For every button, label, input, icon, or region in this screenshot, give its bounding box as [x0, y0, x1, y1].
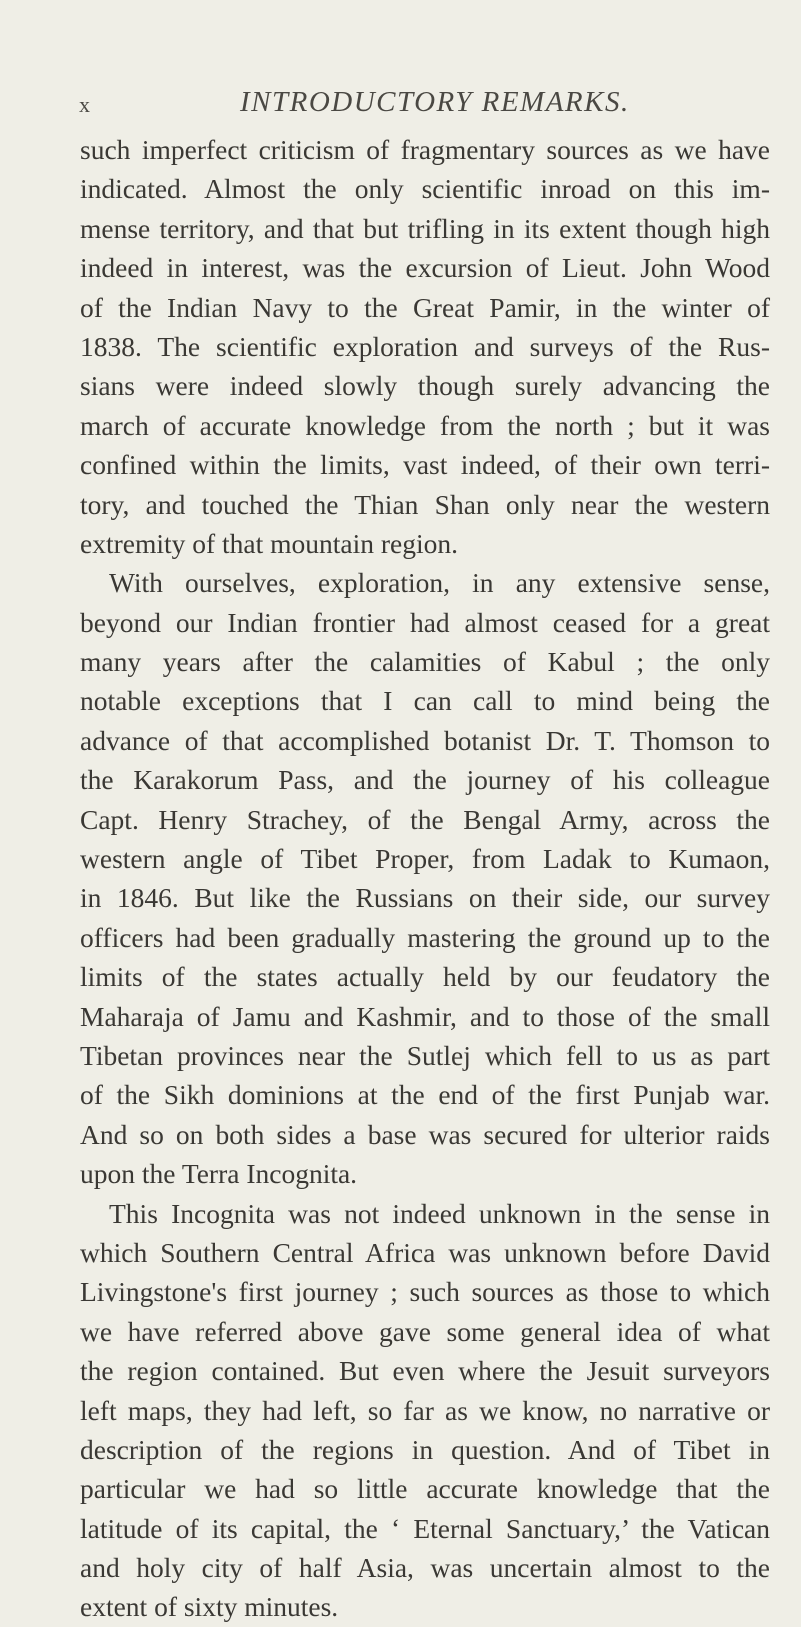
- text-line: which Southern Central Africa was unknown before David: [80, 1236, 770, 1268]
- text-line: Livingstone's first journey ; such sources as those to which: [80, 1276, 770, 1308]
- text-line: the region contained. But even where the Jesuit surveyors: [80, 1355, 770, 1387]
- text-line: western angle of Tibet Proper, from Ladak to Kumaon,: [80, 843, 770, 875]
- text-line: we have referred above gave some general idea of what: [80, 1315, 770, 1347]
- text-line: This Incognita was not indeed unknown in the sense in: [109, 1197, 770, 1229]
- text-line: upon the Terra Incognita.: [80, 1158, 358, 1190]
- text-line: With ourselves, exploration, in any extensive sense,: [109, 567, 770, 599]
- text-line: latitude of its capital, the ‘ Eternal Sanctuary,’ the Vatican: [80, 1512, 770, 1544]
- text-line: of the Indian Navy to the Great Pamir, in the winter of: [80, 291, 770, 323]
- text-line: extremity of that mountain region.: [80, 527, 459, 559]
- text-line: Capt. Henry Strachey, of the Bengal Army, across the: [80, 803, 770, 835]
- text-line: notable exceptions that I can call to mind being the: [80, 685, 770, 717]
- text-line: in 1846. But like the Russians on their side, our survey: [80, 882, 770, 914]
- text-line: tory, and touched the Thian Shan only near the western: [80, 488, 770, 520]
- text-line: confined within the limits, vast indeed, of their own terri-: [80, 449, 770, 481]
- text-line: particular we had so little accurate knowledge that the: [80, 1473, 770, 1505]
- text-line: sians were indeed slowly though surely advancing the: [80, 370, 770, 402]
- text-line: indicated. Almost the only scientific inroad on this im-: [80, 173, 770, 205]
- text-line: limits of the states actually held by our feudatory the: [80, 961, 770, 993]
- text-line: left maps, they had left, so far as we know, no narrative or: [80, 1394, 770, 1426]
- text-line: march of accurate knowledge from the north ; but it was: [80, 409, 770, 441]
- text-line: mense territory, and that but trifling in its extent though high: [80, 212, 770, 244]
- text-line: of the Sikh dominions at the end of the first Punjab war.: [80, 1079, 770, 1111]
- text-line: the Karakorum Pass, and the journey of his colleague: [80, 764, 770, 796]
- text-line: 1838. The scientific exploration and surveys of the Rus-: [80, 330, 770, 362]
- text-line: indeed in interest, was the excursion of Lieut. John Wood: [80, 252, 770, 284]
- text-line: description of the regions in question. And of Tibet in: [80, 1433, 770, 1465]
- body-text: [80, 130, 770, 1627]
- running-head: [0, 86, 801, 126]
- page-number: x: [79, 92, 91, 117]
- text-line: beyond our Indian frontier had almost ceased for a great: [80, 606, 770, 638]
- text-line: officers had been gradually mastering the ground up to the: [80, 921, 770, 953]
- text-line: Tibetan provinces near the Sutlej which fell to us as part: [80, 1039, 770, 1071]
- text-line: such imperfect criticism of fragmentary sources as we have: [80, 134, 770, 165]
- text-line: extent of sixty minutes.: [80, 1591, 339, 1623]
- text-line: Maharaja of Jamu and Kashmir, and to those of the small: [80, 1000, 770, 1032]
- text-line: And so on both sides a base was secured for ulterior raids: [80, 1118, 770, 1150]
- text-line: many years after the calamities of Kabul ; the only: [80, 646, 770, 678]
- text-line: and holy city of half Asia, was uncertain almost to the: [80, 1552, 770, 1584]
- running-head-title: INTRODUCTORY REMARKS.: [240, 86, 630, 118]
- text-line: advance of that accomplished botanist Dr. T. Thomson to: [80, 724, 770, 756]
